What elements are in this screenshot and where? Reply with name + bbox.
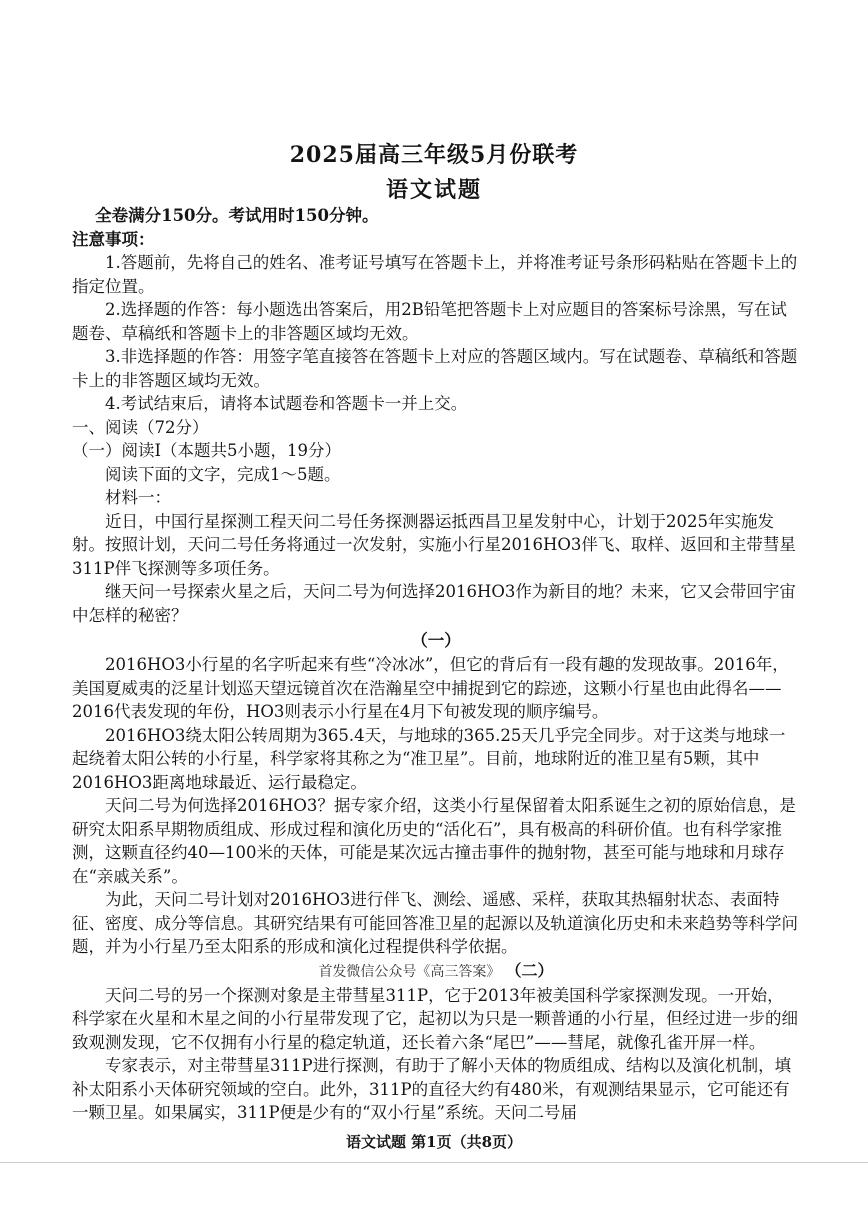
article-paragraph: 天问二号为何选择2016HO3？据专家介绍，这类小行星保留着太阳系诞生之初的原始信息，是研究太阳系早期物质组成、形成过程和演化历史的“活化石”，具有极高的科研价值。也有科学家推测，这颗直径约40—100米的天体，可能是某次远古撞击事件的抛射物，甚至可能与地球和月球存在“亲戚关系”。: [72, 796, 796, 886]
article-paragraph: 2016HO3小行星的名字听起来有些“冷冰冰”，但它的背后有一段有趣的发现故事。2016年，美国夏威夷的泛星计划巡天望远镜首次在浩瀚星空中捕捉到它的踪迹，这颗小行星也由此得名——2016代表发现的年份，HO3则表示小行星在4月下旬被发现的顺序编号。: [72, 655, 789, 721]
notice-item-4: 4.考试结束后，请将本试题卷和答题卡一并上交。: [105, 394, 468, 413]
watermark-text: 首发微信公众号《高三答案》: [318, 963, 501, 980]
section-heading-two: （二）: [505, 960, 554, 980]
article-paragraph: 天问二号的另一个探测对象是主带彗星311P，它于2013年被美国科学家探测发现。一开始，科学家在火星和木星之间的小行星带发现了它，起初以为只是一颗普通的小行星，但经过进一步的细致观测发现，它不仅拥有小行星的稳定轨道，还长着六条“尾巴”——彗尾，就像孔雀开屏一样。: [72, 985, 798, 1052]
material-label: 材料一：: [105, 488, 171, 507]
page-footer: 语文试题 第1页（共8页）: [345, 1133, 523, 1151]
section-heading-one: （一）: [411, 631, 461, 650]
notice-item-1: 1.答题前，先将自己的姓名、准考证号填写在答题卡上，并将准考证号条形码粘贴在答题卡上的指定位置。: [72, 253, 798, 296]
footer-divider: [0, 1162, 868, 1163]
article-paragraph: 2016HO3绕太阳公转周期为365.4天，与地球的365.25天几乎完全同步。对于这类与地球一起绕着太阳公转的小行星，科学家将其称之为“准卫星”。目前，地球附近的准卫星有5颗，其中2016HO3距离地球最近、运行最稳定。: [72, 725, 786, 792]
reading-one-heading: （一）阅读Ⅰ（本题共5小题，19分）: [72, 441, 342, 460]
notice-item-3: 3.非选择题的作答：用签字笔直接答在答题卡上对应的答题区域内。写在试题卷、草稿纸和答题卡上的非答题区域均无效。: [72, 347, 798, 390]
reading-instruction: 阅读下面的文字，完成1～5题。: [105, 464, 341, 484]
part-one-heading: 一、阅读（72分）: [72, 417, 209, 437]
intro-paragraph-1: 近日，中国行星探测工程天问二号任务探测器运抵西昌卫星发射中心，计划于2025年实施发射。按照计划，天问二号任务将通过一次发射，实施小行星2016HO3伴飞、取样、返回和主带彗星311P伴飞探测等多项任务。: [72, 511, 796, 578]
page-body: [72, 204, 800, 1125]
article-paragraph: 为此，天问二号计划对2016HO3进行伴飞、测绘、遥感、采样，获取其热辐射状态、表面特征、密度、成分等信息。其研究结果有可能回答准卫星的起源以及轨道演化历史和未来趋势等科学问题，并为小行星乃至太阳系的形成和演化过程提供科学依据。: [72, 890, 798, 956]
article-paragraph: 专家表示，对主带彗星311P进行探测，有助于了解小天体的物质组成、结构以及演化机制，填补太阳系小天体研究领域的空白。此外，311P的直径大约有480米，有观测结果显示，它可能还有一颗卫星。如果属实，311P便是少有的“双小行星”系统。天问二号届: [72, 1056, 792, 1122]
exam-title: 2025届高三年级5月份联考: [289, 142, 579, 168]
intro-paragraph-2: 继天问一号探索火星之后，天问二号为何选择2016HO3作为新目的地？未来，它又会带回宇宙中怎样的秘密？: [72, 582, 796, 625]
notice-heading: 注意事项：: [72, 229, 155, 249]
subject-title: 语文试题: [385, 177, 482, 203]
notice-item-2: 2.选择题的作答：每小题选出答案后，用2B铅笔把答题卡上对应题目的答案标号涂黑，写在试题卷、草稿纸和答题卡上的非答题区域均无效。: [72, 300, 787, 343]
exam-info: 全卷满分150分。考试用时150分钟。: [95, 206, 379, 225]
section-heading-two-row: [72, 959, 800, 984]
